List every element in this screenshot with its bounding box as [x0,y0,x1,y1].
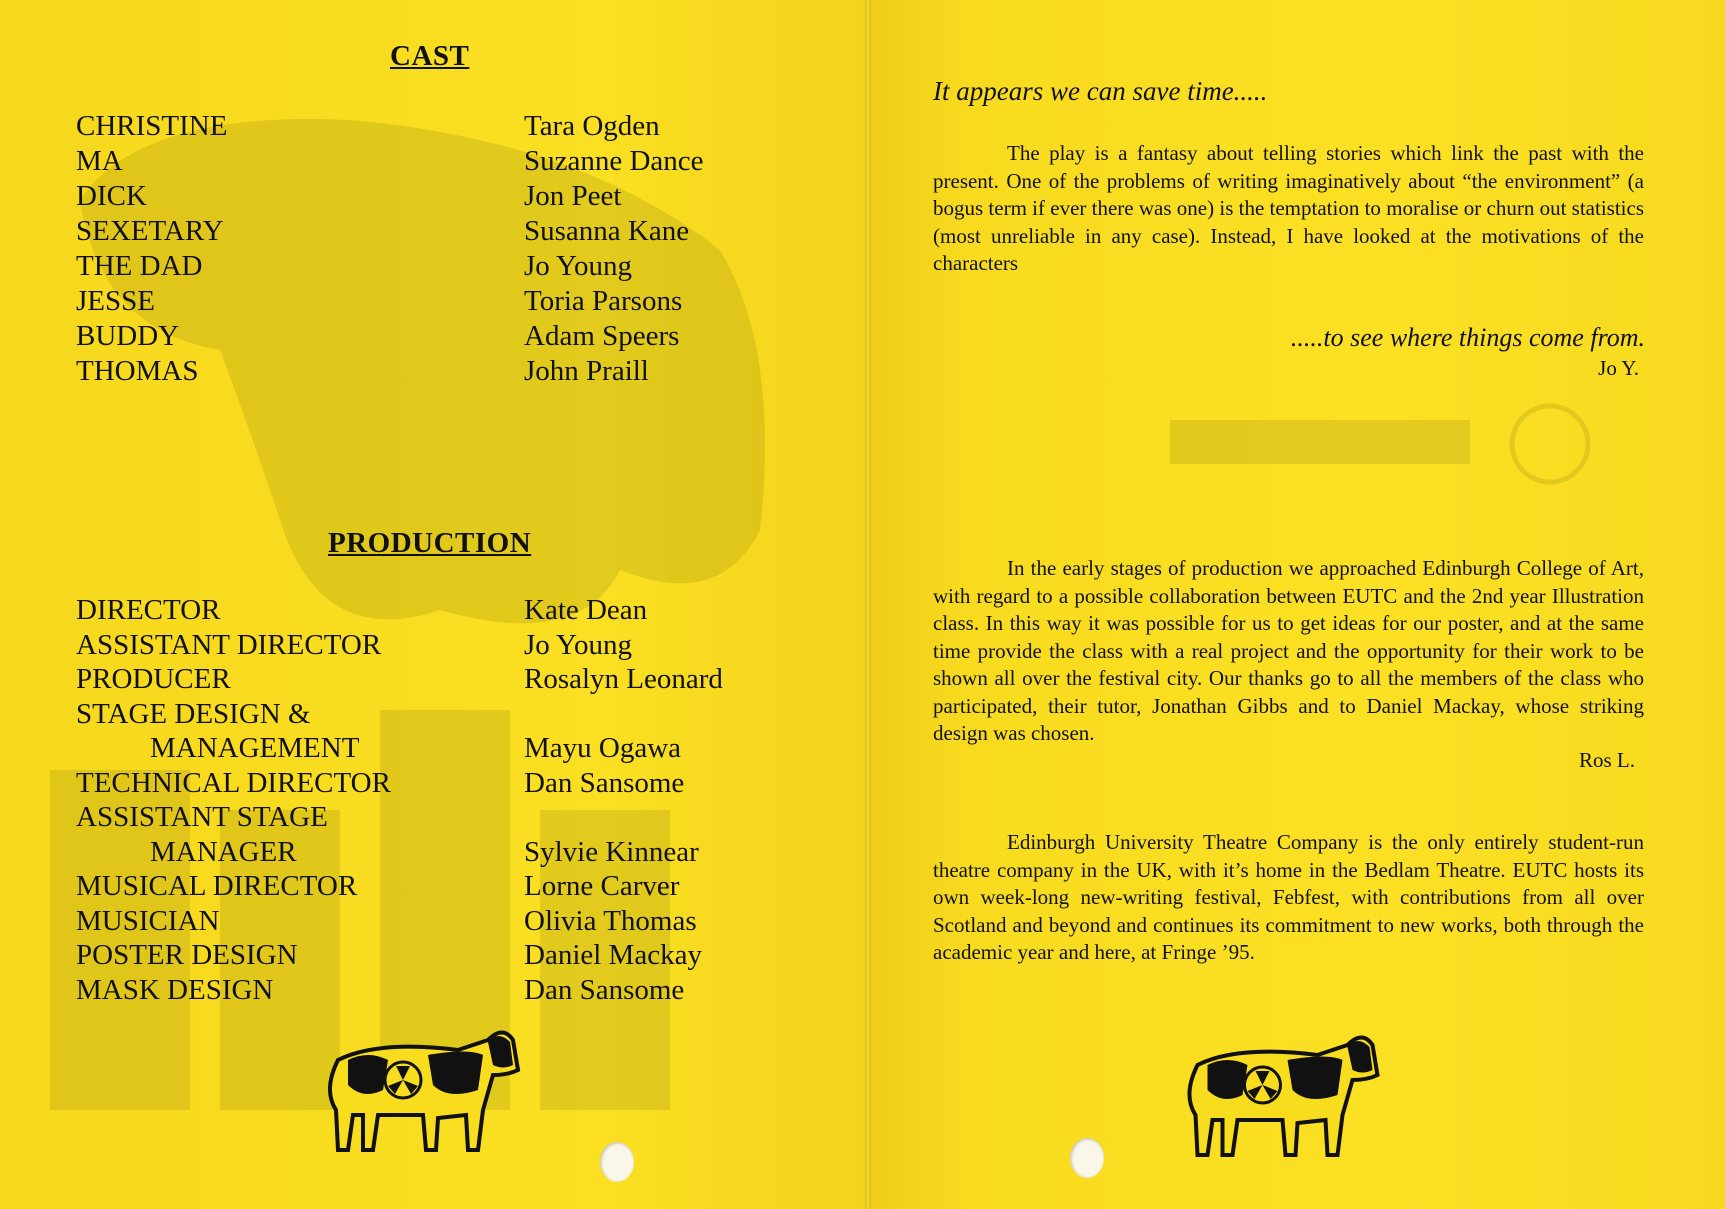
punch-hole-right [1070,1138,1104,1178]
notes-paragraph-1: The play is a fantasy about telling stories which link the past with the present. One of the problems of writing imaginatively about “the environment” (a bogus term if ever there was one) is the temptation to moralise or churn out statistics (most unreliable in any case). Instead, I have looked at the motivations of the characters [933,141,1644,275]
author-signature-1: Jo Y. [1598,356,1639,380]
production-person-name: Sylvie Kinnear [524,835,699,868]
cast-role: THE DAD [76,250,203,282]
production-person-name: Mayu Ogawa [524,732,682,764]
notes-paragraph-3: Edinburgh University Theatre Company is the only entirely student-run theatre company in the UK, with it’s home in the Bedlam Theatre. EUTC hosts its own week-long new-writing festival, Febfest, with contributions from all over Scotland and beyond and continues its commitment to new works, both through the academic year and here, at Fringe ’95. [933,830,1644,964]
notes-paragraph-2: In the early stages of production we approached Edinburgh College of Art, with regard to a possible collaboration between EUTC and the 2nd year Illustration class. In this way it was possible for us to get ideas for our poster, and at the same time provide the class with a real project and the opportunity for their work to be shown all over the festival city. Our thanks go to all the members of the class who participated, their tutor, Jonathan Gibbs and to Daniel Mackay, whose striking design was chosen. [933,556,1644,745]
cast-actor-name: John Praill [524,355,649,387]
production-role: STAGE DESIGN & [76,697,311,730]
production-person-name: Kate Dean [524,594,648,626]
production-role: TECHNICAL DIRECTOR [76,766,391,799]
production-person-name: Dan Sansome [524,973,685,1006]
production-person-name: Dan Sansome [524,766,685,799]
production-role: POSTER DESIGN [76,939,298,971]
cast-role: MA [76,145,123,177]
production-role: ASSISTANT DIRECTOR [76,628,382,661]
production-role: MASK DESIGN [76,973,274,1006]
production-role: MUSICAL DIRECTOR [76,870,358,902]
production-person-name: Daniel Mackay [524,939,702,971]
production-role: MUSICIAN [76,904,220,937]
notes-tagline: .....to see where things come from. [1290,323,1645,352]
cast-actor-name: Tara Ogden [524,110,660,142]
production-role: DIRECTOR [76,594,221,626]
cast-role: CHRISTINE [76,110,228,142]
production-person-name: Lorne Carver [524,870,680,902]
punch-hole-left [600,1142,634,1182]
radioactive-cow-illustration [318,1020,523,1160]
cast-actor-name: Adam Speers [524,320,680,352]
production-person-name: Jo Young [524,628,632,661]
production-person-name: Olivia Thomas [524,904,697,937]
cast-role: BUDDY [76,320,180,352]
radioactive-cow-illustration-right [1175,1025,1385,1165]
cast-role: DICK [76,180,147,212]
cast-actor-name: Toria Parsons [524,285,683,317]
cast-role: JESSE [76,285,155,317]
production-role: MANAGER [150,835,297,868]
author-signature-2: Ros L. [1578,748,1635,772]
production-role: PRODUCER [76,663,231,695]
production-role: ASSISTANT STAGE [76,801,328,833]
cast-heading: CAST [390,40,470,72]
cast-actor-name: Suzanne Dance [524,145,704,177]
production-heading: PRODUCTION [328,527,532,559]
cast-actor-name: Jo Young [524,250,632,282]
notes-title: It appears we can save time..... [933,76,1268,106]
cast-role: THOMAS [76,355,199,387]
production-role: MANAGEMENT [150,732,360,764]
cast-actor-name: Jon Peet [524,180,622,212]
cast-role: SEXETARY [76,215,224,247]
page-fold [865,0,871,1209]
production-person-name: Rosalyn Leonard [524,663,723,695]
cast-actor-name: Susanna Kane [524,215,690,247]
